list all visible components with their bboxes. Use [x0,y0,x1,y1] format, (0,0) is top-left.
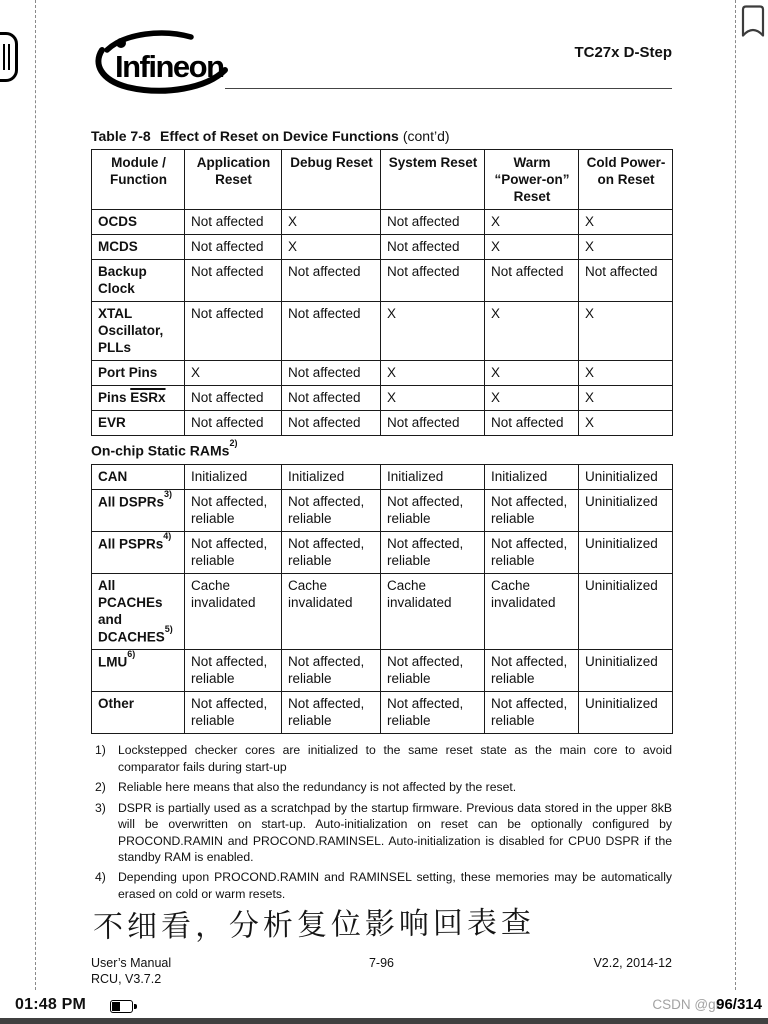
module-cell: EVR [92,411,185,436]
reset-effect-cell: X [485,210,579,235]
handwritten-annotation: 不细看，分析复位影响回表查 [92,906,536,945]
column-header: System Reset [381,150,485,210]
table-row [92,650,673,692]
table-row [92,302,673,361]
reset-effect-cell: Not affected [485,260,579,302]
table-row [92,361,673,386]
table-caption-suffix: (cont’d) [402,128,450,144]
reset-effect-cell: Not affected [185,260,282,302]
table-row [92,464,673,489]
table-row [92,489,673,531]
footer-module-version: RCU, V3.7.2 [91,972,162,986]
reset-effect-cell: Initialized [381,464,485,489]
reset-effect-cell: Not affected [282,361,381,386]
brand-text: Infineon [115,49,224,84]
reset-table-body [92,210,673,436]
reset-effect-cell: Not affected [185,302,282,361]
module-cell: Other [92,692,185,734]
footer-left [91,956,285,987]
footnote [91,779,672,795]
reset-effect-cell: Cache invalidated [381,573,485,650]
reset-effect-cell: Not affected, reliable [282,531,381,573]
reset-effect-cell: Not affected, reliable [485,531,579,573]
doc-title: TC27x D-Step [574,44,672,61]
handle-bar [8,44,10,70]
reset-effect-cell: Uninitialized [579,573,673,650]
reset-effect-cell: Not affected [579,260,673,302]
reset-effect-cell: Not affected [381,210,485,235]
reset-effect-cell: Not affected [282,302,381,361]
screen-bottom-edge [0,1018,768,1024]
reset-effect-cell: Not affected, reliable [185,692,282,734]
reset-effect-cell: Not affected, reliable [381,489,485,531]
document-header [91,28,672,128]
footer-page-number: 7-96 [368,956,395,971]
reset-effect-cell: Not affected, reliable [381,531,485,573]
module-cell: All DSPRs$^{3)}$ [92,489,185,531]
reset-effect-cell: X [579,386,673,411]
reset-effect-cell: Cache invalidated [282,573,381,650]
header-row [92,150,673,210]
table-row [92,260,673,302]
handle-bar [3,44,5,70]
column-header: Warm “Power-on” Reset [485,150,579,210]
reset-effect-cell: X [485,235,579,260]
table-row [92,573,673,650]
header-rule [225,88,672,89]
module-cell: OCDS [92,210,185,235]
column-header: Application Reset [185,150,282,210]
ram-heading-footnote-ref: 2) [229,438,238,448]
reset-effect-cell: Not affected [185,386,282,411]
reset-effect-cell: X [485,386,579,411]
footnote [91,869,672,902]
page-turn-handle[interactable] [0,32,18,82]
column-header: Cold Power-on Reset [579,150,673,210]
page-footer [91,956,672,987]
reset-effect-cell: Not affected, reliable [185,489,282,531]
reset-effect-cell: Uninitialized [579,692,673,734]
table-caption-title: Effect of Reset on Device Functions [160,128,399,144]
infineon-logo [91,28,231,101]
footnote-number: 4) [95,870,106,885]
reset-effect-cell: Initialized [282,464,381,489]
reset-effect-cell: Not affected [381,235,485,260]
module-cell: XTAL Oscillator, PLLs [92,302,185,361]
reset-effect-cell: Not affected, reliable [485,692,579,734]
module-cell: All PCACHEs and DCACHES$^{5)}$ [92,573,185,650]
ram-table-body [92,464,673,734]
reset-effect-cell: X [282,235,381,260]
reset-table-header [92,150,673,210]
reset-effect-cell: Not affected [282,411,381,436]
table-row [92,411,673,436]
reset-effect-cell: X [579,302,673,361]
reader-status-bar [0,994,768,1018]
footer-manual-label: User’s Manual [91,956,172,971]
table-row [92,210,673,235]
left-page-edge-guide [35,0,36,990]
footnote [91,800,672,866]
footnote-text: Depending upon PROCOND.RAMIN and RAMINSEL setting, these memories may be automatically erased on cold or warm resets. [118,870,672,901]
footnote [91,742,672,775]
footnote-number: 3) [95,800,106,815]
table-row [92,531,673,573]
table-caption [91,128,672,144]
table-row [92,386,673,411]
reset-effect-cell: Uninitialized [579,489,673,531]
reset-effect-cell: Cache invalidated [485,573,579,650]
reset-effect-cell: X [381,361,485,386]
reset-effect-cell: Uninitialized [579,464,673,489]
reset-effect-cell: Initialized [185,464,282,489]
reset-effect-cell: Not affected [282,260,381,302]
reset-effect-cell: X [579,361,673,386]
reset-effect-cell: Not affected [485,411,579,436]
battery-icon [110,1000,133,1013]
footnote-ref: 3) [164,488,173,499]
bookmark-icon[interactable] [741,5,765,43]
ram-reset-table [91,464,673,735]
module-cell: CAN [92,464,185,489]
reset-effect-cell: Not affected, reliable [282,489,381,531]
footnote-ref: 6) [127,649,136,660]
reset-effect-cell: X [579,411,673,436]
footnote-text: Lockstepped checker cores are initialized to the same reset state as the main core to avoid comparator fails during start-up [118,743,672,774]
reset-effect-cell: Not affected [185,411,282,436]
reset-effect-cell: Not affected, reliable [485,650,579,692]
footnote-text: DSPR is partially used as a scratchpad by the startup firmware. Previous data stored in the upper 8kB will be overwritten on start-up. Auto-initialization on reset can be optionally configured by PROCOND.RAMIN and PROCOND.RAMINSEL. Auto-initialization is disabled for CPU0 DSPR if the standby RAM is enabled. [118,800,672,864]
document-page [91,28,672,988]
footnote-ref: 5) [164,623,173,634]
reset-effect-cell: Not affected, reliable [185,531,282,573]
reset-effect-cell: Not affected [185,210,282,235]
reset-effect-cell: X [579,235,673,260]
reset-effect-cell: X [282,210,381,235]
reset-effect-cell: X [485,361,579,386]
module-cell: Backup Clock [92,260,185,302]
csdn-watermark: CSDN @gr [652,997,721,1012]
reset-effect-cell: X [381,386,485,411]
footnote-list [91,742,672,902]
reset-effect-cell: Cache invalidated [185,573,282,650]
reset-effect-cell: Not affected, reliable [282,650,381,692]
right-page-edge-guide [735,0,736,990]
reset-effect-cell: Not affected [381,411,485,436]
footer-doc-version: V2.2, 2014-12 [593,956,673,971]
reset-effect-cell: X [185,361,282,386]
footnote-number: 2) [95,780,106,795]
table-row [92,692,673,734]
reset-effect-cell: Not affected, reliable [282,692,381,734]
reset-effect-cell: Not affected, reliable [185,650,282,692]
footnote-text: Reliable here means that also the redundancy is not affected by the reset. [118,780,517,795]
reset-effect-cell: Not affected, reliable [381,650,485,692]
overlined-signal-name: ESRx [130,390,166,405]
reset-effect-cell: Not affected [381,260,485,302]
reset-effect-cell: Initialized [485,464,579,489]
footnote-number: 1) [95,743,106,758]
module-cell: MCDS [92,235,185,260]
reset-effect-cell: X [579,210,673,235]
battery-fill [112,1002,120,1011]
reader-page-indicator: 96/314 [716,996,762,1013]
footnote-ref: 4) [163,530,172,541]
ram-heading-text: On-chip Static RAMs [91,442,230,459]
module-cell: All PSPRs$^{4)}$ [92,531,185,573]
reset-effect-cell: Not affected [185,235,282,260]
reset-effect-cell: Not affected, reliable [381,692,485,734]
module-cell: LMU$^{6)}$ [92,650,185,692]
module-cell: Port Pins [92,361,185,386]
module-cell: Pins ESRx [92,386,185,411]
reset-effect-cell: X [381,302,485,361]
table-row [92,235,673,260]
reset-effect-cell: Uninitialized [579,650,673,692]
reset-effect-cell: X [485,302,579,361]
table-caption-label: Table 7-8 [91,128,151,144]
column-header: Debug Reset [282,150,381,210]
reset-effect-cell: Not affected, reliable [485,489,579,531]
ram-section-heading [91,438,672,459]
reset-effect-cell: Uninitialized [579,531,673,573]
column-header: Module / Function [92,150,185,210]
reset-effect-cell: Not affected [282,386,381,411]
reset-effect-table [91,149,673,436]
clock-time: 01:48 PM [15,996,86,1013]
